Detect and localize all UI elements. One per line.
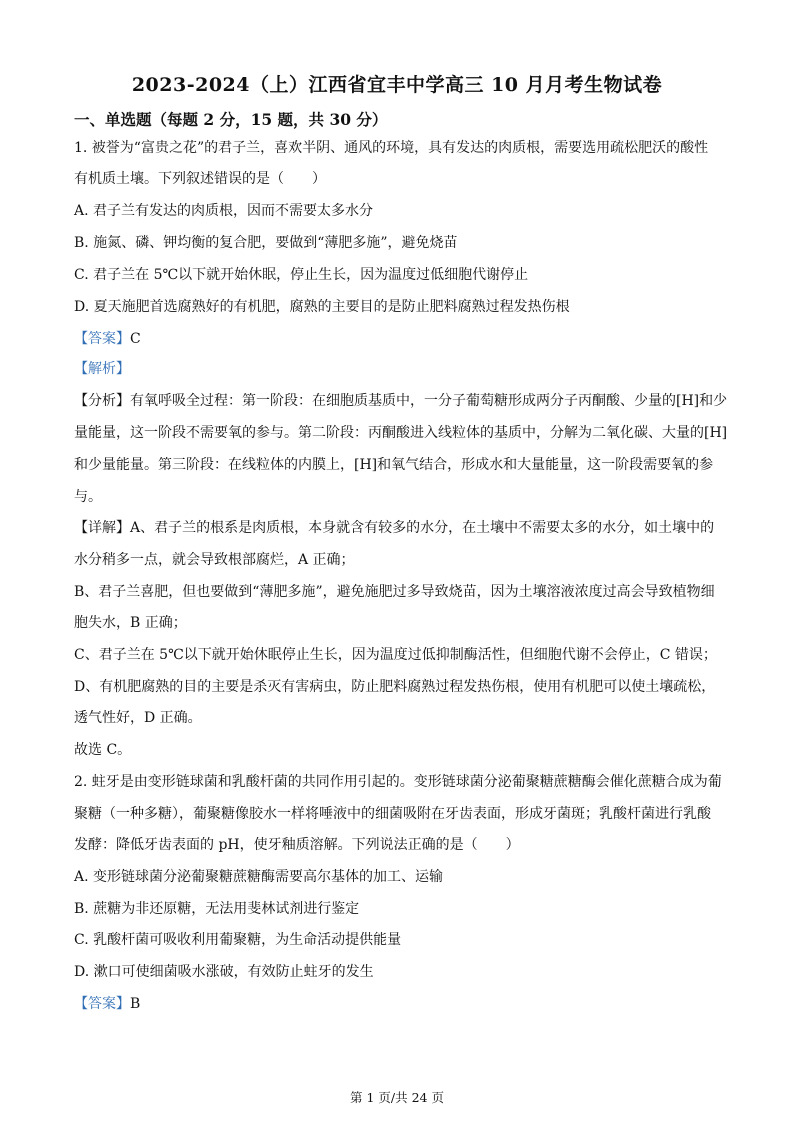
- q2-option-b: B. 蔗糖为非还原糖，无法用斐林试剂进行鉴定: [74, 901, 360, 917]
- q1-stem-line: 有机质土壤。下列叙述错误的是（ ）: [74, 171, 326, 187]
- q2-option-d: D. 漱口可使细菌吸水涨破，有效防止蛀牙的发生: [74, 964, 374, 980]
- q2-option-a: A. 变形链球菌分泌葡聚糖蔗糖酶需要高尔基体的加工、运输: [74, 869, 444, 885]
- analysis-tag: 【解析】: [74, 361, 130, 377]
- q1-option-a: A. 君子兰有发达的肉质根，因而不需要太多水分: [74, 203, 374, 219]
- page-title: 2023-2024（上）江西省宜丰中学高三 10 月月考生物试卷: [131, 74, 663, 96]
- q1-xiangjie-line: 透气性好，D 正确。: [74, 710, 202, 726]
- q1-xiangjie-line: [74, 518, 714, 538]
- q1-fenxi-line: 和少量能量。第三阶段：在线粒体的内膜上，[H]和氧气结合，形成水和大量能量，这一阶段需要氧的参: [74, 457, 714, 473]
- q1-option-c: C. 君子兰在 5℃以下就开始休眠，停止生长，因为温度过低细胞代谢停止: [74, 267, 529, 283]
- q1-fenxi-line: [74, 391, 727, 411]
- fenxi-tag: 【分析】: [74, 393, 130, 409]
- answer-tag: 【答案】: [74, 331, 130, 347]
- q1-fenxi-line: 与。: [74, 489, 102, 505]
- q2-option-c: C. 乳酸杆菌可吸收利用葡聚糖，为生命活动提供能量: [74, 932, 402, 948]
- q1-fenxi-line: 量能量，这一阶段不需要氧的参与。第二阶段：丙酮酸进入线粒体的基质中，分解为二氧化碳、大量的[H]: [74, 425, 728, 441]
- q1-xiangjie-line: D、有机肥腐熟的目的主要是杀灭有害病虫，防止肥料腐熟过程发热伤根，使用有机肥可以使土壤疏松，: [74, 679, 716, 695]
- q1-xiangjie-line: 胞失水，B 正确；: [74, 615, 187, 631]
- q1-option-b: B. 施氮、磷、钾均衡的复合肥，要做到“薄肥多施”，避免烧苗: [74, 235, 458, 251]
- page-footer: 第 1 页/共 24 页: [350, 1090, 444, 1105]
- q1-xiangjie-line: B、君子兰喜肥，但也要做到“薄肥多施”，避免施肥过多导致烧苗，因为土壤溶液浓度过高会导致植物细: [74, 584, 715, 600]
- q1-answer: [74, 329, 141, 349]
- q1-conclusion: 故选 C。: [74, 742, 132, 758]
- xiangjie-text: A、君子兰的根系是肉质根，本身就含有较多的水分，在土壤中不需要太多的水分，如土壤中的: [130, 520, 715, 536]
- q1-xiangjie-line: C、君子兰在 5℃以下就开始休眠停止生长，因为温度过低抑制酶活性，但细胞代谢不会停止，C 错误；: [74, 647, 717, 663]
- xiangjie-tag: 【详解】: [74, 520, 130, 536]
- q1-analysis-heading: [74, 359, 130, 379]
- q1-stem-line: 1. 被誉为“富贵之花”的君子兰，喜欢半阴、通风的环境，具有发达的肉质根，需要选用疏松肥沃的酸性: [74, 140, 709, 156]
- answer-tag: 【答案】: [74, 996, 130, 1012]
- fenxi-text: 有氧呼吸全过程：第一阶段：在细胞质基质中，一分子葡萄糖形成两分子丙酮酸、少量的[H]和少: [130, 393, 728, 409]
- q2-answer: [74, 994, 140, 1014]
- q1-xiangjie-line: 水分稍多一点，就会导致根部腐烂，A 正确；: [74, 552, 355, 568]
- answer-value: C: [130, 331, 141, 347]
- q2-stem-line: 聚糖（一种多糖），葡聚糖像胶水一样将唾液中的细菌吸附在牙齿表面，形成牙菌斑；乳酸杆菌进行乳酸: [74, 806, 711, 822]
- answer-value: B: [130, 996, 141, 1012]
- q2-stem-line: 发酵：降低牙齿表面的 pH，使牙釉质溶解。下列说法正确的是（ ）: [74, 837, 520, 853]
- section-heading: 一、单选题（每题 2 分，15 题，共 30 分）: [74, 110, 388, 129]
- q1-option-d: D. 夏天施肥首选腐熟好的有机肥，腐熟的主要目的是防止肥料腐熟过程发热伤根: [74, 299, 570, 315]
- q2-stem-line: 2. 蛀牙是由变形链球菌和乳酸杆菌的共同作用引起的。变形链球菌分泌葡聚糖蔗糖酶会催化蔗糖合成为葡: [74, 774, 722, 790]
